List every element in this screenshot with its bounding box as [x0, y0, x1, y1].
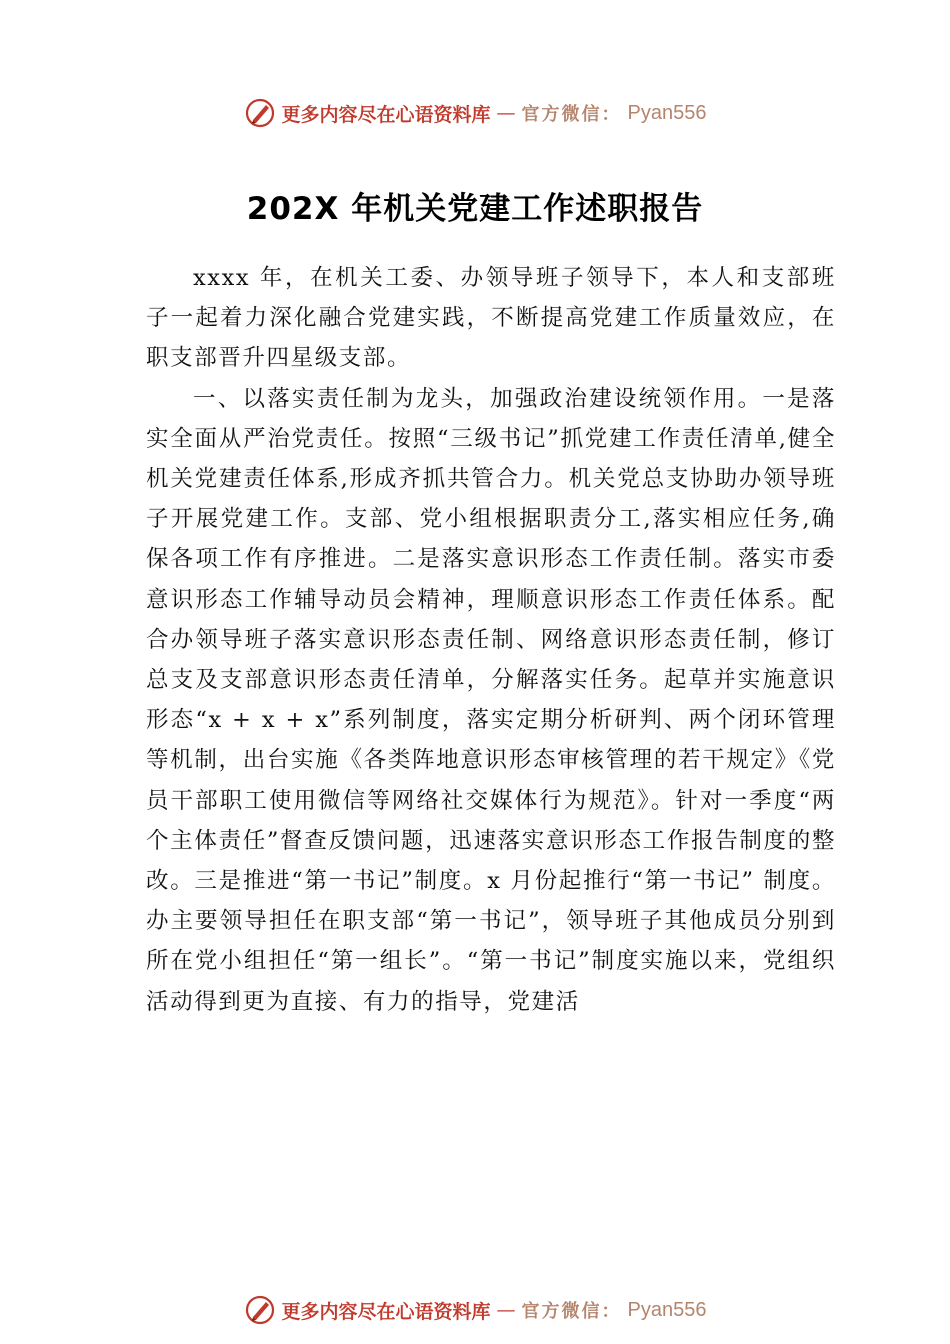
watermark-separator: — — [496, 102, 516, 124]
pen-logo-icon — [244, 97, 276, 129]
document-title: 202X 年机关党建工作述职报告 — [246, 191, 704, 227]
paragraph-section-one: 一、以落实责任制为龙头，加强政治建设统领作用。一是落实全面从严治党责任。按照“三级书记”抓党建工作责任清单,健全机关党建责任体系,形成齐抓共管合力。机关党总支协助办领导班子开展党建工作。支部、党小组根据职责分工,落实相应任务,确保各项工作有序推进。二是落实意识形态工作责任制。落实市委意识形态工作辅导动员会精神，理顺意识形态工作责任体系。配合办领导班子落实意识形态责任制、网络意识形态责任制，修订总支及支部意识形态责任清单，分解落实任务。起草并实施意识形态“x + x + x”系列制度，落实定期分析研判、两个闭环管理等机制，出台实施《各类阵地意识形态审核管理的若干规定》《党员干部职工使用微信等网络社交媒体行为规范》。针对一季度“两个主体责任”督查反馈问题，迅速落实意识形态工作报告制度的整改。三是推进“第一书记”制度。x 月份起推行“第一书记” 制度。办主要领导担任在职支部“第一书记”，领导班子其他成员分别到所在党小组担任“第一组长”。“第一书记”制度实施以来，党组织活动得到更为直接、有力的指导，党建活 — [146, 385, 836, 1015]
footer-watermark — [0, 1290, 950, 1330]
pen-logo-icon — [244, 1294, 276, 1326]
document-body — [146, 258, 836, 1022]
watermark-wechat-label: 官方微信： — [521, 1301, 622, 1322]
watermark-wechat-label: 官方微信： — [521, 104, 622, 125]
watermark-main-text: 更多内容尽在心语资料库 — [281, 103, 491, 126]
header-watermark — [0, 93, 950, 133]
watermark-main-text: 更多内容尽在心语资料库 — [281, 1300, 491, 1323]
watermark-wechat-id: Pyan556 — [627, 1298, 707, 1321]
watermark-separator: — — [496, 1299, 516, 1321]
watermark-wechat-id: Pyan556 — [627, 101, 707, 124]
paragraph-intro: xxxx 年，在机关工委、办领导班子领导下，本人和支部班子一起着力深化融合党建实践，不断提高党建工作质量效应，在职支部晋升四星级支部。 — [146, 265, 836, 372]
